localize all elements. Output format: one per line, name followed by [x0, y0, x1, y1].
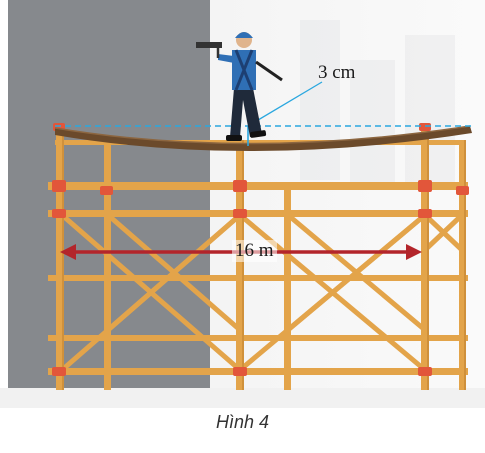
figure-caption: Hình 4: [215, 412, 270, 432]
sag-label: 3 cm: [318, 62, 356, 83]
span-label: 16 m: [232, 240, 277, 262]
ground: [0, 388, 485, 408]
